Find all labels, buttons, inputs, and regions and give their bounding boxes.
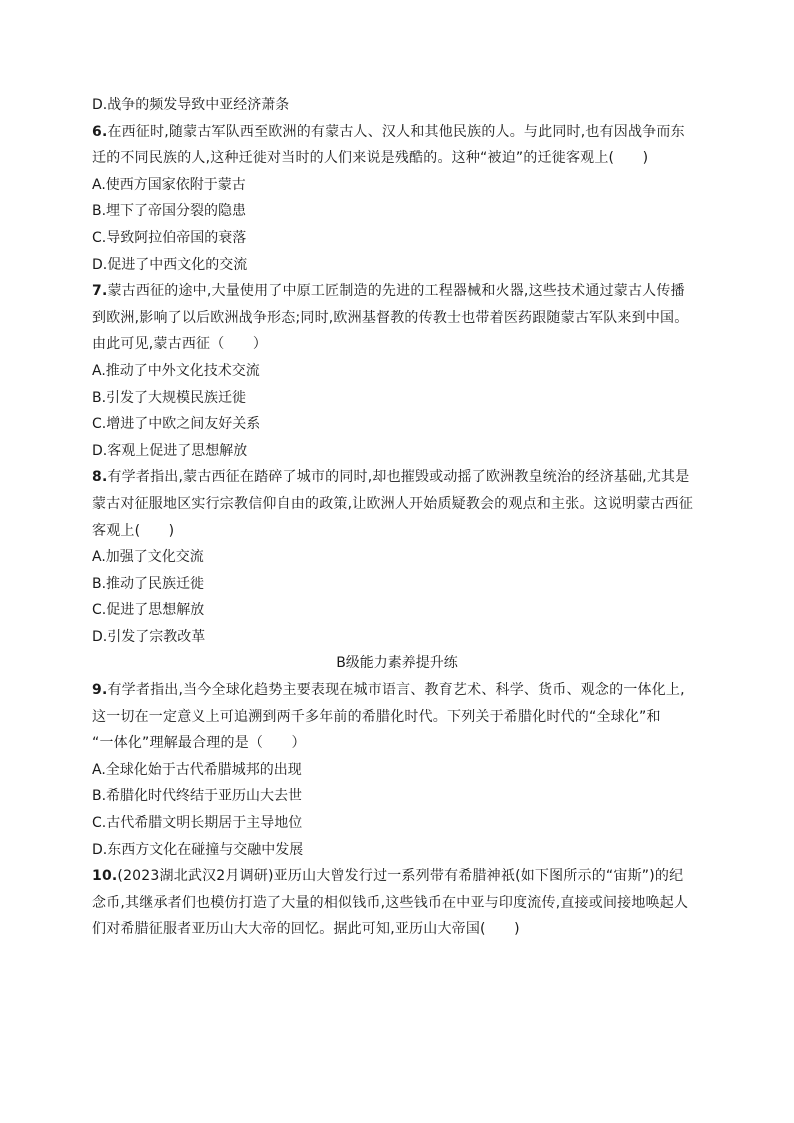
question-10-line-2: 念币,其继承者们也模仿打造了大量的相似钱币,这些钱币在中亚与印度流传,直接或间接地唤起人 bbox=[92, 894, 689, 911]
question-8-number: 8. bbox=[92, 469, 108, 486]
question-7-option-b[interactable]: B.引发了大规模民族迁徙 bbox=[92, 389, 247, 406]
question-6 bbox=[92, 119, 702, 279]
question-7-text-1: 蒙古西征的途中,大量使用了中原工匠制造的先进的工程器械和火器,这些技术通过蒙古人传播 bbox=[107, 283, 685, 300]
question-7-line-1 bbox=[92, 278, 702, 305]
question-10-text-1: (2023湖北武汉2月调研)亚历山大曾发行过一系列带有希腊神祇(如下图所示的“宙斯”)的纪 bbox=[117, 868, 684, 885]
question-7-line-3: 由此可见,蒙古西征（ ） bbox=[92, 336, 268, 353]
question-7-line-2: 到欧洲,影响了以后欧洲战争形态;同时,欧洲基督教的传教士也带着医药跟随蒙古军队来到中国。 bbox=[92, 309, 689, 326]
question-8-line-2: 蒙古对征服地区实行宗教信仰自由的政策,让欧洲人开始质疑教会的观点和主张。这说明蒙古西征 bbox=[92, 495, 694, 512]
question-8-option-d[interactable]: D.引发了宗教改革 bbox=[92, 628, 206, 645]
question-9-option-a[interactable]: A.全球化始于古代希腊城邦的出现 bbox=[92, 761, 302, 778]
question-6-number: 6. bbox=[92, 123, 108, 140]
question-7-number: 7. bbox=[92, 283, 108, 300]
question-10 bbox=[92, 863, 702, 943]
document-page bbox=[92, 92, 702, 943]
question-7-option-a[interactable]: A.推动了中外文化技术交流 bbox=[92, 362, 260, 379]
question-10-number: 10. bbox=[92, 868, 118, 885]
question-6-option-a[interactable]: A.使西方国家依附于蒙古 bbox=[92, 176, 246, 193]
question-6-line-1 bbox=[92, 119, 702, 146]
question-7-option-c[interactable]: C.增进了中欧之间友好关系 bbox=[92, 416, 261, 433]
question-6-option-c[interactable]: C.导致阿拉伯帝国的衰落 bbox=[92, 229, 247, 246]
question-9-option-b[interactable]: B.希腊化时代终结于亚历山大去世 bbox=[92, 788, 303, 805]
question-9-option-d[interactable]: D.东西方文化在碰撞与交融中发展 bbox=[92, 841, 304, 858]
question-9-line-3: “一体化”理解最合理的是（ ） bbox=[92, 735, 306, 752]
question-8-option-a[interactable]: A.加强了文化交流 bbox=[92, 549, 204, 566]
question-8 bbox=[92, 464, 702, 650]
question-8-line-3: 客观上( ) bbox=[92, 522, 175, 539]
question-9-line-1 bbox=[92, 677, 702, 704]
question-6-line-2: 迁的不同民族的人,这种迁徙对当时的人们来说是残酷的。这种“被迫”的迁徙客观上( ) bbox=[92, 150, 649, 167]
question-9-text-1: 有学者指出,当今全球化趋势主要表现在城市语言、教育艺术、科学、货币、观念的一体化上, bbox=[107, 682, 685, 699]
question-8-text-1: 有学者指出,蒙古西征在踏碎了城市的同时,却也摧毁或动摇了欧洲教皇统治的经济基础,尤其是 bbox=[107, 469, 690, 486]
question-7 bbox=[92, 278, 702, 464]
question-9-line-2: 这一切在一定意义上可追溯到两千多年前的希腊化时代。下列关于希腊化时代的“全球化”和 bbox=[92, 708, 661, 725]
question-8-line-1 bbox=[92, 464, 702, 491]
section-b-title: B级能力素养提升练 bbox=[336, 655, 458, 672]
question-9-number: 9. bbox=[92, 682, 108, 699]
question-6-option-b[interactable]: B.埋下了帝国分裂的隐患 bbox=[92, 203, 247, 220]
question-6-option-d[interactable]: D.促进了中西文化的交流 bbox=[92, 256, 248, 273]
prev-question-option-d: D.战争的频发导致中亚经济萧条 bbox=[92, 97, 290, 113]
question-8-option-c[interactable]: C.促进了思想解放 bbox=[92, 602, 205, 619]
question-10-line-1 bbox=[92, 863, 702, 890]
question-8-option-b[interactable]: B.推动了民族迁徙 bbox=[92, 575, 205, 592]
question-10-line-3: 们对希腊征服者亚历山大大帝的回忆。据此可知,亚历山大帝国( ) bbox=[92, 921, 520, 938]
question-6-text-1: 在西征时,随蒙古军队西至欧洲的有蒙古人、汉人和其他民族的人。与此同时,也有因战争而东 bbox=[107, 123, 685, 140]
question-7-option-d[interactable]: D.客观上促进了思想解放 bbox=[92, 442, 248, 459]
question-9 bbox=[92, 677, 702, 863]
question-9-option-c[interactable]: C.古代希腊文明长期居于主导地位 bbox=[92, 815, 303, 832]
